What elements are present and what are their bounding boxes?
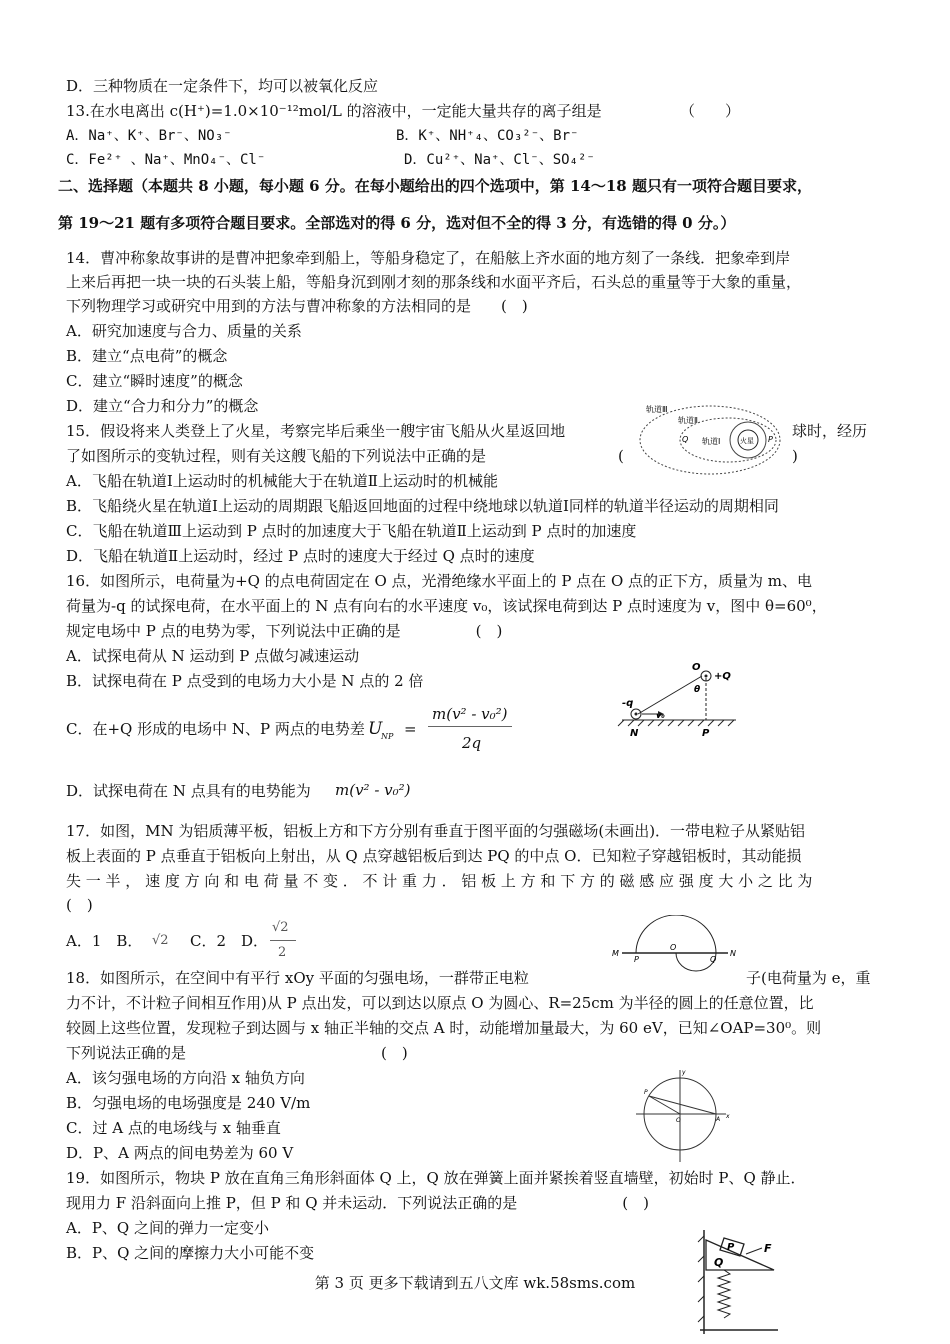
label-plus-q: +Q <box>714 671 731 682</box>
q14-stem-line1: 14．曹冲称象故事讲的是曹冲把象牵到船上，等船身稳定了，在船舷上齐水面的地方刻了一条线．把象牵到岸 <box>66 249 791 267</box>
q16-c-denominator: 2q <box>462 734 482 752</box>
label-x: x <box>726 1113 730 1120</box>
q13-option-b: B．K⁺、NH⁺₄、CO₃²⁻、Br⁻ <box>396 128 579 144</box>
q14-option-d: D．建立“合力和分力”的概念 <box>66 397 259 415</box>
q15-option-d: D．飞船在轨道Ⅱ上运动时，经过 P 点时的速度大于经过 Q 点时的速度 <box>66 547 535 565</box>
q16-c-equals: = <box>404 720 417 738</box>
q18-stem-line3: 较圆上这些位置，发现粒子到达圆与 x 轴正半轴的交点 A 时，动能增加量最大，为 60 eV，已知∠OAP=30⁰。则 <box>66 1019 822 1037</box>
q16-c-numerator: m(v² - v₀²) <box>432 705 508 723</box>
q16-option-a: A．试探电荷从 N 运动到 P 点做匀减速运动 <box>66 647 360 665</box>
q13-option-c: C．Fe²⁺ 、Na⁺、MnO₄⁻、Cl⁻ <box>66 152 266 168</box>
q16-d-expression: m(v² - v₀²) <box>335 781 411 799</box>
q14-stem-line3: 下列物理学习或研究中用到的方法与曹冲称象的方法相同的是 ( ) <box>66 297 528 315</box>
q15-stem-line2a: 了如图所示的变轨过程，则有关这艘飞船的下列说法中正确的是 <box>66 447 487 465</box>
orbit-1-label: 轨道Ⅰ <box>702 437 721 446</box>
label-q: Q <box>714 1256 724 1269</box>
label-m: M <box>612 949 619 958</box>
label-n: N <box>730 949 736 958</box>
q19-option-b: B．P、Q 之间的摩擦力大小可能不变 <box>66 1244 315 1262</box>
q15-option-c: C．飞船在轨道Ⅲ上运动到 P 点时的加速度大于飞船在轨道Ⅱ上运动到 P 点时的加速度 <box>66 522 637 540</box>
q18-stem-line1a: 18．如图所示，在空间中有平行 xOy 平面的匀强电场，一群带正电粒 <box>66 969 529 987</box>
label-minus-q: -q <box>622 698 634 709</box>
q13-answer-paren: （ ） <box>680 102 741 120</box>
q18-stem-line4: 下列说法正确的是 ( ) <box>66 1044 408 1062</box>
q16-stem-line1: 16．如图所示，电荷量为+Q 的点电荷固定在 O 点，光滑绝缘水平面上的 P 点在 O 点的正下方，质量为 m、电 <box>66 572 813 590</box>
q14-stem-line2: 上来后再把一块一块的石头装上船，等船身沉到刚才刻的那条线和水面平齐后，石头总的重量等于大象的重量， <box>66 273 802 291</box>
line-p-to-a <box>649 1096 716 1114</box>
q16-c-subscript: NP <box>381 732 394 741</box>
q17-options-cd: C．2 D． <box>190 932 269 950</box>
q18-option-c: C．过 A 点的电场线与 x 轴垂直 <box>66 1119 281 1137</box>
q18-option-d: D．P、A 两点的间电势差为 60 V <box>66 1144 294 1162</box>
orbit-2-label: 轨道Ⅱ <box>678 416 698 425</box>
mars-label: 火星 <box>740 437 754 445</box>
q14-option-a: A．研究加速度与合力、质量的关系 <box>66 322 302 340</box>
label-theta: θ <box>694 685 701 695</box>
orbit-3-label: 轨道Ⅲ <box>646 405 668 414</box>
q19-stem-line2: 现用力 F 沿斜面向上推 P，但 P 和 Q 并未运动．下列说法正确的是 ( ) <box>66 1194 649 1212</box>
point-q-label: Q <box>682 435 689 444</box>
section2-instructions-line2: 第 19～21 题有多项符合题目要求。全部选对的得 6 分，选对但不全的得 3 分，有选错的得 0 分。） <box>58 214 736 232</box>
force-f-arrow <box>746 1248 762 1254</box>
q14-option-c: C．建立“瞬时速度”的概念 <box>66 372 243 390</box>
orbit-diagram <box>638 402 788 478</box>
q17-options-ab: A．1 B． <box>66 932 143 950</box>
q17-frac-numerator: √2 <box>272 920 289 935</box>
q18-option-b: B．匀强电场的电场强度是 240 V/m <box>66 1094 311 1112</box>
line-p-to-o <box>649 1096 680 1114</box>
q17-frac-denominator: 2 <box>278 945 287 960</box>
q16-stem-line3: 规定电场中 P 点的电势为零，下列说法中正确的是 ( ) <box>66 622 503 640</box>
q14-option-b: B．建立“点电荷”的概念 <box>66 347 228 365</box>
q13-option-a: A．Na⁺、K⁺、Br⁻、NO₃⁻ <box>66 128 232 144</box>
label-p: P <box>702 728 710 739</box>
label-o: O <box>692 662 701 673</box>
q12-option-d: D．三种物质在一定条件下，均可以被氧化反应 <box>66 77 379 95</box>
q15-stem-line1b: 球时，经历 <box>792 422 868 440</box>
q17-sqrt2: √2 <box>152 933 169 948</box>
q17-paren: ( ) <box>66 896 93 914</box>
q15-option-b: B．飞船绕火星在轨道Ⅰ上运动的周期跟飞船返回地面的过程中绕地球以轨道Ⅰ同样的轨道半径运动的周期相同 <box>66 497 779 515</box>
label-o: O <box>670 943 677 952</box>
q16-c-lhs: U <box>368 719 383 739</box>
q13-option-d: D．Cu²⁺、Na⁺、Cl⁻、SO₄²⁻ <box>404 152 595 168</box>
q13-stem: 13.在水电离出 c(H⁺)=1.0×10⁻¹²mol/L 的溶液中，一定能大量共存的离子组是 <box>66 102 602 120</box>
q19-stem-line1: 19．如图所示，物块 P 放在直角三角形斜面体 Q 上，Q 放在弹簧上面并紧挨着竖直墙壁，初始时 P、Q 静止． <box>66 1169 806 1187</box>
label-y: y <box>682 1069 686 1076</box>
label-p: P <box>634 955 639 964</box>
q16-c-fraction-bar <box>428 726 512 727</box>
label-p: P <box>644 1089 648 1096</box>
label-p: P <box>727 1242 735 1253</box>
charge-diagram <box>614 660 744 740</box>
q18-option-a: A．该匀强电场的方向沿 x 轴负方向 <box>66 1069 305 1087</box>
q18-stem-line1b: 子(电荷量为 e，重 <box>746 969 871 987</box>
q16-stem-line2: 荷量为-q 的试探电荷，在水平面上的 N 点有向右的水平速度 v₀，该试探电荷到达 P 点时速度为 v，图中 θ=60⁰， <box>66 597 827 615</box>
circle-diagram <box>632 1066 732 1166</box>
label-n: N <box>630 728 639 739</box>
label-f: F <box>764 1242 772 1255</box>
q18-stem-line2: 力不计，不计粒子间相互作用)从 P 点出发，可以到达以原点 O 为圆心、R=25cm 为半径的圆上的任意位置，比 <box>66 994 814 1012</box>
q16-option-c: C．在+Q 形成的电场中 N、P 两点的电势差 <box>66 720 365 738</box>
point-p-label: P <box>768 435 773 444</box>
section2-instructions-line1: 二、选择题（本题共 8 小题，每小题 6 分。在每小题给出的四个选项中，第 14～18 题只有一项符合题目要求， <box>58 177 812 195</box>
label-v0: v₀ <box>656 711 665 720</box>
plate-diagram <box>610 915 740 977</box>
q17-stem-line2: 板上表面的 P 点垂直于铝板向上射出，从 Q 点穿越铝板后到达 PQ 的中点 O．已知粒子穿越铝板时，其动能损 <box>66 847 802 865</box>
page-footer: 第 3 页 更多下载请到五八文库 wk.58sms.com <box>314 1274 636 1292</box>
q19-option-a: A．P、Q 之间的弹力一定变小 <box>66 1219 269 1237</box>
label-q: Q <box>710 955 717 964</box>
q15-paren-close: ) <box>792 447 798 465</box>
label-o: O <box>676 1117 681 1124</box>
q15-option-a: A．飞船在轨道Ⅰ上运动时的机械能大于在轨道Ⅱ上运动时的机械能 <box>66 472 498 490</box>
line-n-to-o <box>638 676 702 714</box>
q15-paren-open: ( <box>618 447 624 465</box>
q16-option-b: B．试探电荷在 P 点受到的电场力大小是 N 点的 2 倍 <box>66 672 424 690</box>
q16-option-d: D．试探电荷在 N 点具有的电势能为 <box>66 782 311 800</box>
label-a: A <box>716 1116 721 1123</box>
q17-stem-line3: 失 一 半 ， 速 度 方 向 和 电 荷 量 不 变 ． 不 计 重 力 ． 铝 板 上 方 和 下 方 的 磁 感 应 强 度 大 小 之 比 为 <box>66 872 813 890</box>
q17-stem-line1: 17．如图，MN 为铝质薄平板，铝板上方和下方分别有垂直于图平面的匀强磁场(未画出)．一带电粒子从紧贴铝 <box>66 822 806 840</box>
q15-stem-line1a: 15．假设将来人类登上了火星，考察完毕后乘坐一艘宇宙飞船从火星返回地 <box>66 422 566 440</box>
q17-frac-bar <box>270 940 296 941</box>
